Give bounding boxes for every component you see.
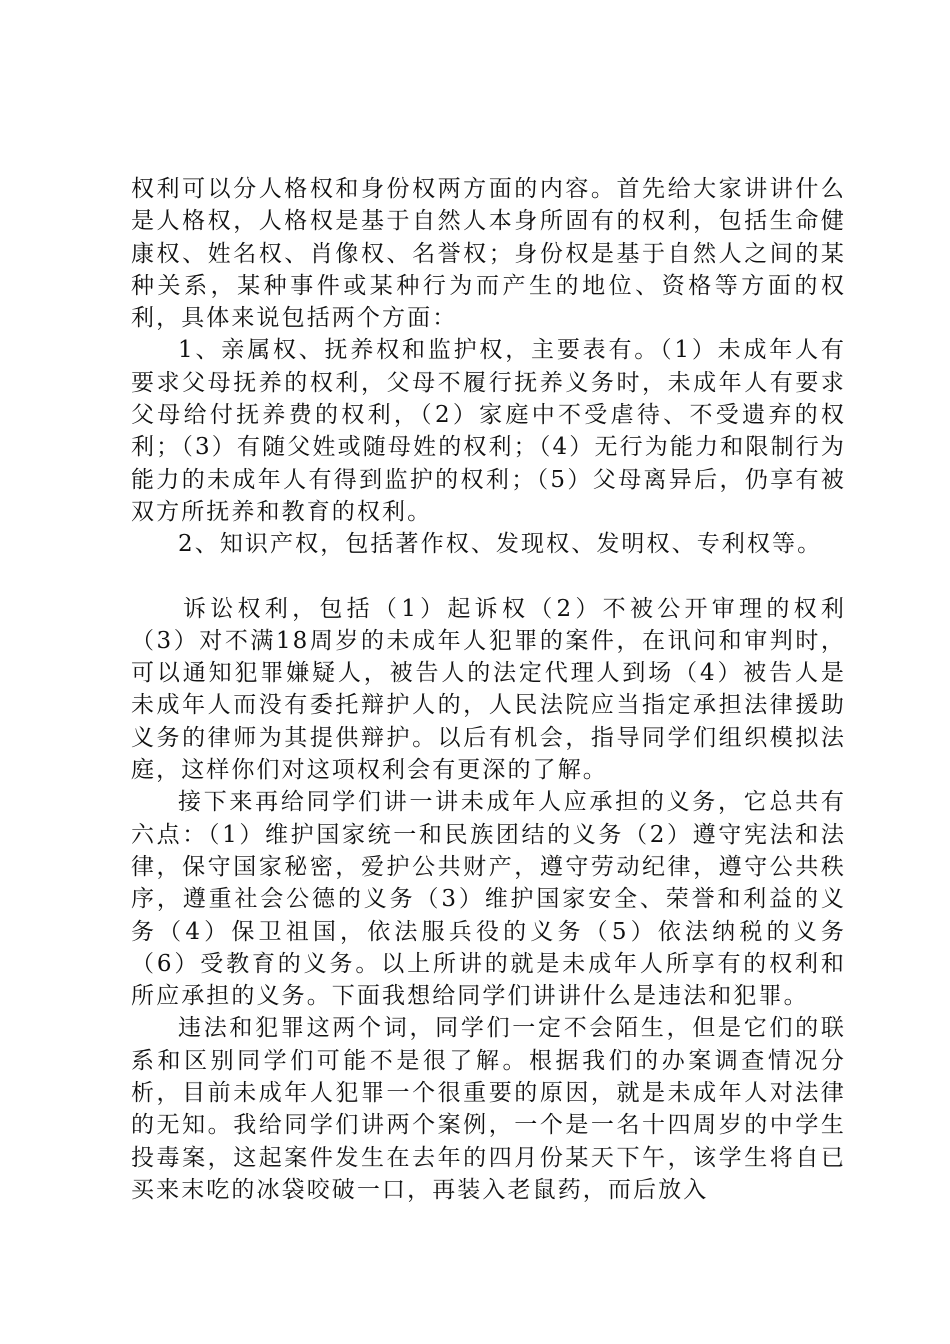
- paragraph-obligations: 接下来再给同学们讲一讲未成年人应承担的义务，它总共有六点：（1）维护国家统一和民族团结的义务（2）遵守宪法和法律，保守国家秘密，爱护公共财产，遵守劳动纪律，遵守公共秩序，遵重社会公德的义务（3）维护国家安全、荣誉和利益的义务（4）保卫祖国，依法服兵役的义务（5）依法纳税的义务（6）受教育的义务。以上所讲的就是未成年人所享有的权利和所应承担的义务。下面我想给同学们讲讲什么是违法和犯罪。: [131, 789, 846, 1010]
- paragraph-crime-cases: 违法和犯罪这两个词，同学们一定不会陌生，但是它们的联系和区别同学们可能不是很了解。根据我们的办案调查情况分析，目前未成年人犯罪一个很重要的原因，就是未成年人对法律的无知。我给同学们讲两个案例，一个是一名十四周岁的中学生投毒案，这起案件发生在去年的四月份某天下午，该学生将自已买来末吃的冰袋咬破一口，再装入老鼠药，而后放入: [131, 1015, 846, 1203]
- paragraph-intellectual-property: 2、知识产权，包括著作权、发现权、发明权、专利权等。: [178, 531, 823, 558]
- paragraph-kinship-rights: 1、亲属权、抚养权和监护权，主要表有。（1）未成年人有要求父母抚养的权利，父母不履行抚养义务时，未成年人有要求父母给付抚养费的权利，（2）家庭中不受虐待、不受遗弃的权利；（3）有随父姓或随母姓的权利；（4）无行为能力和限制行为能力的未成年人有得到监护的权利；（5）父母离异后，仍享有被双方所抚养和教育的权利。: [131, 337, 846, 525]
- document-body: [131, 173, 846, 1206]
- paragraph-litigation-rights: 诉讼权利，包括（1）起诉权（2）不被公开审理的权利（3）对不满18周岁的未成年人犯罪的案件，在讯问和审判时，可以通知犯罪嫌疑人，被告人的法定代理人到场（4）被告人是未成年人而没有委托辩护人的，人民法院应当指定承担法律援助义务的律师为其提供辩护。以后有机会，指导同学们组织模拟法庭，这样你们对这项权利会有更深的了解。: [131, 595, 846, 784]
- paragraph-gap: [131, 561, 846, 593]
- paragraph-rights-intro: 权利可以分人格权和身份权两方面的内容。首先给大家讲讲什么是人格权，人格权是基于自然人本身所固有的权利，包括生命健康权、姓名权、肖像权、名誉权；身份权是基于自然人之间的某种关系，某种事件或某种行为而产生的地位、资格等方面的权利，具体来说包括两个方面：: [131, 176, 846, 332]
